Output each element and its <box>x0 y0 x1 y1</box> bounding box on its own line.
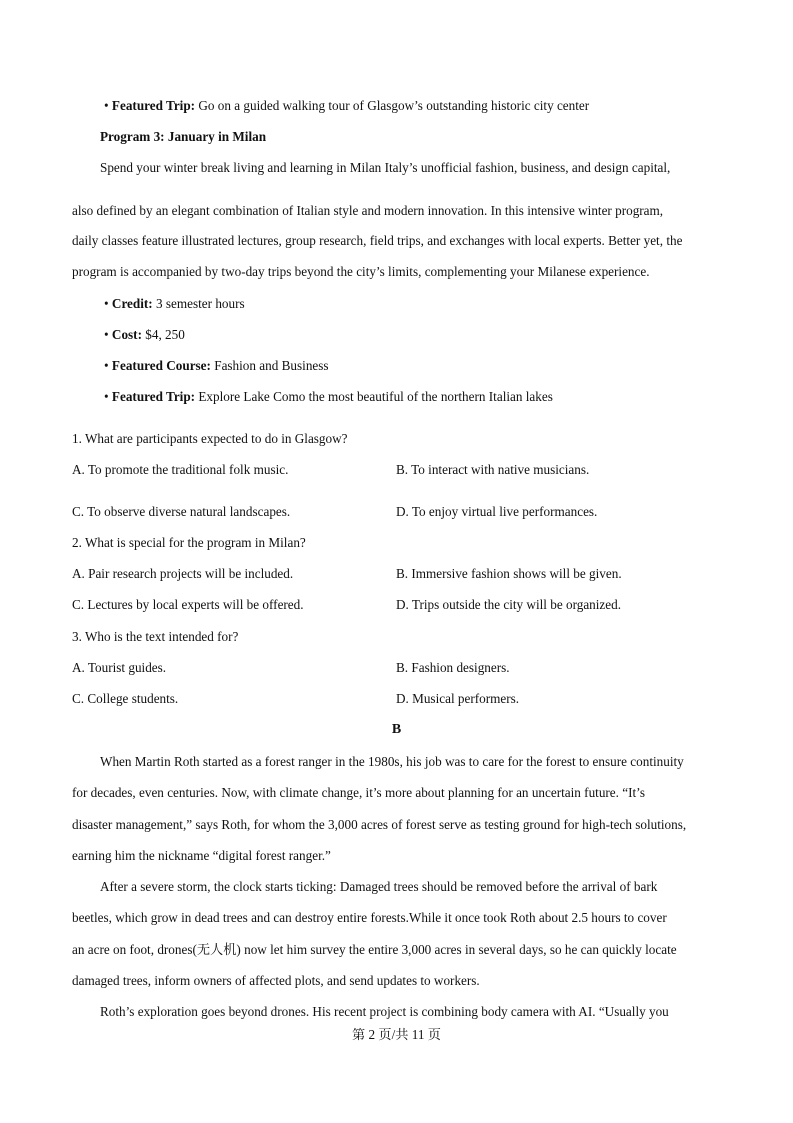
question-2: 2. What is special for the program in Milan? <box>72 535 306 550</box>
option-c: C. To observe diverse natural landscapes. <box>72 504 291 519</box>
bullet-featured-course: • Featured Course: Fashion and Business <box>104 358 329 373</box>
section-b-heading: B <box>391 722 402 737</box>
passage-line: damaged trees, inform owners of affected plots, and send updates to workers. <box>72 973 480 988</box>
passage-line: earning him the nickname “digital forest ranger.” <box>72 848 331 863</box>
passage-line: Roth’s exploration goes beyond drones. His recent project is combining body camera with AI. “Usually you <box>100 1004 669 1019</box>
option-d: D. Musical performers. <box>396 691 520 706</box>
bullet-label: Featured Trip: <box>111 98 196 113</box>
program-3-title: Program 3: January in Milan <box>100 129 267 144</box>
bullet-label: Credit: <box>111 296 153 311</box>
program-3-para-line: program is accompanied by two-day trips beyond the city’s limits, complementing your Milanese experience. <box>72 264 650 279</box>
option-c: C. College students. <box>72 691 179 706</box>
option-a: A. To promote the traditional folk music. <box>72 462 289 477</box>
bullet-text: Explore Lake Como the most beautiful of the northern Italian lakes <box>195 389 553 404</box>
bullet-cost: • Cost: $4, 250 <box>104 327 185 342</box>
program-3-para-line: also defined by an elegant combination of Italian style and modern innovation. In this intensive winter program, <box>72 203 664 218</box>
passage-line: for decades, even centuries. Now, with climate change, it’s more about planning for an uncertain future. “It’s <box>72 785 645 800</box>
bullet-text: $4, 250 <box>141 327 185 342</box>
passage-line: disaster management,” says Roth, for whom the 3,000 acres of forest serve as testing ground for high-tech solutions, <box>72 817 687 832</box>
option-b: B. Immersive fashion shows will be given. <box>396 566 622 581</box>
bullet-label: Cost: <box>111 327 142 342</box>
bullet-credit: • Credit: 3 semester hours <box>104 296 245 311</box>
passage-line: an acre on foot, drones(无人机) now let him survey the entire 3,000 acres in several days, so he can quickly locate <box>72 942 677 957</box>
bullet-label: Featured Course: <box>111 358 211 373</box>
passage-line: beetles, which grow in dead trees and can destroy entire forests.While it once took Roth about 2.5 hours to cover <box>72 910 667 925</box>
passage-line: When Martin Roth started as a forest ranger in the 1980s, his job was to care for the forest to ensure continuity <box>100 754 684 769</box>
program-3-para-line: daily classes feature illustrated lectures, group research, field trips, and exchanges with local experts. Better yet, the <box>72 233 683 248</box>
option-a: A. Tourist guides. <box>72 660 167 675</box>
program-3-para-line: Spend your winter break living and learning in Milan Italy’s unofficial fashion, business, and design capital, <box>100 160 671 175</box>
glasgow-featured-trip: • Featured Trip: Go on a guided walking tour of Glasgow’s outstanding historic city center <box>104 98 590 113</box>
page-footer: 第 2 页/共 11 页 <box>352 1027 441 1042</box>
bullet-text: 3 semester hours <box>152 296 245 311</box>
bullet-text: Go on a guided walking tour of Glasgow’s outstanding historic city center <box>195 98 590 113</box>
bullet-featured-trip: • Featured Trip: Explore Lake Como the most beautiful of the northern Italian lakes <box>104 389 553 404</box>
question-1: 1. What are participants expected to do in Glasgow? <box>72 431 348 446</box>
passage-line: After a severe storm, the clock starts ticking: Damaged trees should be removed before the arrival of bark <box>100 879 658 894</box>
option-b: B. To interact with native musicians. <box>396 462 590 477</box>
question-3: 3. Who is the text intended for? <box>72 629 239 644</box>
option-d: D. To enjoy virtual live performances. <box>396 504 598 519</box>
bullet-text: Fashion and Business <box>210 358 329 373</box>
option-d: D. Trips outside the city will be organized. <box>396 597 622 612</box>
option-a: A. Pair research projects will be included. <box>72 566 294 581</box>
option-c: C. Lectures by local experts will be offered. <box>72 597 304 612</box>
bullet-label: Featured Trip: <box>111 389 196 404</box>
option-b: B. Fashion designers. <box>396 660 510 675</box>
